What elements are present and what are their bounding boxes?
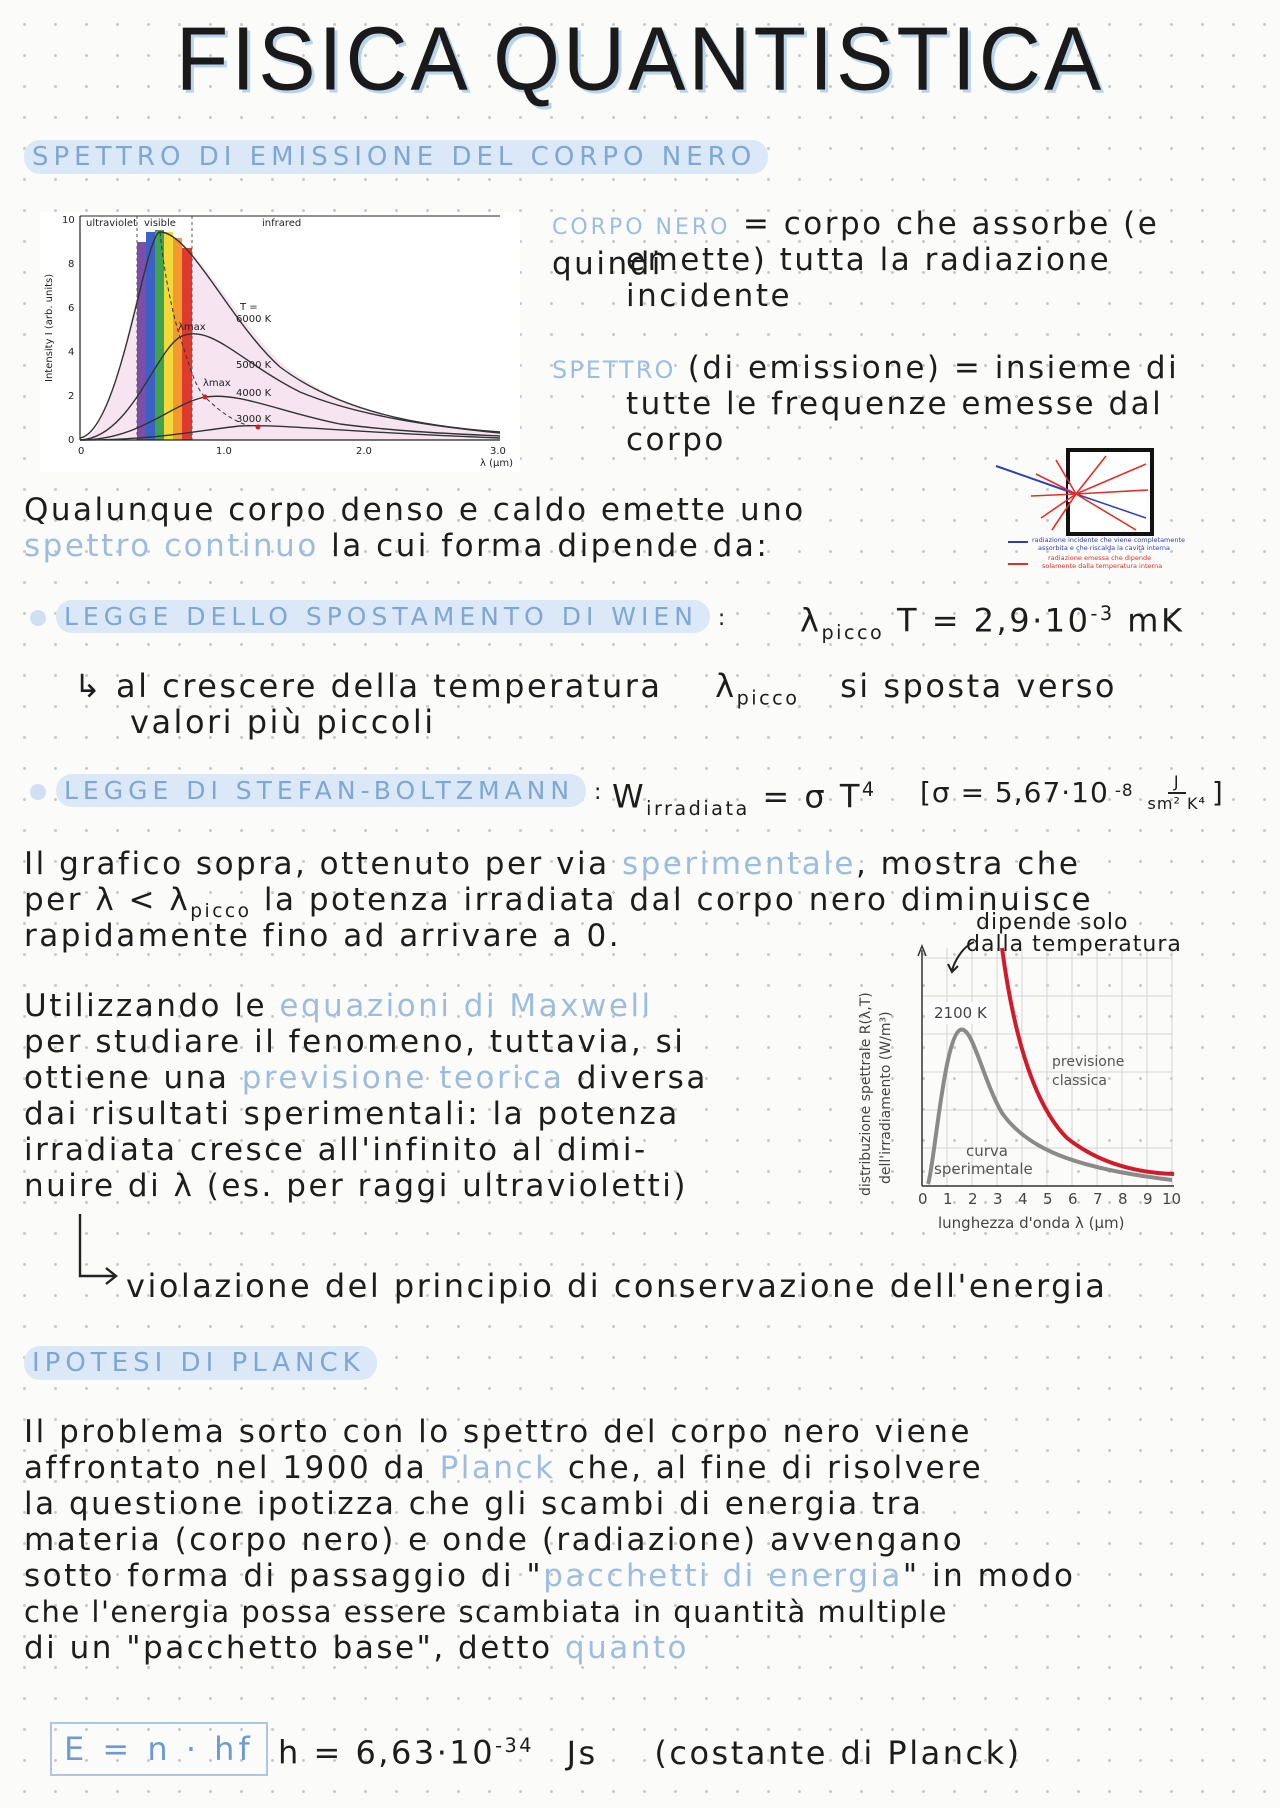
y-tick: 8 (68, 259, 75, 270)
stefan-const-exp: -8 (1114, 780, 1134, 800)
incident-ray (996, 466, 1076, 494)
planck-h-unit: Js (566, 1733, 598, 1772)
stefan-exp: 4 (861, 778, 877, 801)
chart2-classic-2: classica (1052, 1073, 1107, 1089)
maxwell-l3-hl: previsione teorica (241, 1060, 565, 1096)
planck-h-note: (costante di Planck) (654, 1733, 1022, 1772)
label-6000k: 6000 K (236, 314, 272, 325)
planck-l2b: che, al fine di risolvere (567, 1450, 984, 1486)
intro-line2 (24, 528, 769, 564)
maxwell-l3b: diversa (576, 1060, 708, 1096)
x-tick: 1.0 (216, 446, 232, 457)
wien-arrow-icon: ↳ (74, 667, 104, 705)
planck-l2-hl: Planck (439, 1450, 556, 1486)
bullet-wien (30, 610, 46, 626)
page-title: FISICA QUANTISTICA (175, 8, 1105, 110)
legend-red-text2: solamente dalla temperatura interna (1042, 562, 1163, 570)
stefan-const-num: J (1168, 772, 1186, 794)
def-corpo-nero-line3: incidente (626, 278, 793, 314)
def-corpo-nero-line1: = corpo che assorbe (e quindi (552, 206, 1160, 282)
planck-line4: materia (corpo nero) e onde (radiazione) avvengano (24, 1522, 965, 1558)
maxwell-line3 (24, 1060, 708, 1096)
stefan-const-close: ] (1211, 776, 1224, 809)
legend-red-text1: radiazione emessa che dipende (1048, 554, 1152, 562)
section-heading-label: SPETTRO DI EMISSIONE DEL CORPO NERO (24, 140, 768, 174)
uv-catastrophe-chart (852, 918, 1188, 1234)
wien-label: LEGGE DELLO SPOSTAMENTO DI WIEN (56, 600, 710, 633)
section-heading-planck-label: IPOTESI DI PLANCK (24, 1346, 377, 1380)
region-visible: visible (144, 218, 176, 229)
conclusion-arrow-icon (74, 1212, 122, 1288)
def-spettro-line2: tutte le frequenze emesse dal (626, 386, 1164, 422)
def-spettro (552, 350, 1272, 388)
planck-h: h = 6,63·10 (278, 1733, 496, 1772)
planck-line6: che l'energia possa essere scambiata in quantità multiple (24, 1595, 948, 1629)
chart2-x-label: lunghezza d'onda λ (µm) (938, 1214, 1125, 1232)
planck-l7a: di un "pacchetto base", detto (24, 1630, 553, 1666)
svg-text:4: 4 (1018, 1190, 1028, 1208)
planck-l5b: " in modo (902, 1558, 1076, 1594)
intro-line1: Qualunque corpo denso e caldo emette uno (24, 492, 806, 528)
maxwell-line6: nuire di λ (es. per raggi ultravioletti) (24, 1168, 688, 1204)
svg-text:9: 9 (1143, 1190, 1153, 1208)
chart2-y-label-2: dell'irradiamento (W/m³) (878, 1011, 894, 1184)
maxwell-line1 (24, 988, 653, 1024)
peak-dot-4000 (203, 395, 208, 400)
chart2-xticks (918, 1190, 1181, 1208)
def-spettro-term: SPETTRO (552, 356, 676, 384)
band-yellow (164, 232, 173, 440)
svg-text:8: 8 (1118, 1190, 1128, 1208)
planck-l2a: affrontato nel 1900 da (24, 1450, 428, 1486)
maxwell-l3a: ottiene una (24, 1060, 230, 1096)
y-tick: 0 (68, 435, 75, 446)
x-tick: 0 (78, 446, 85, 457)
label-lambda-max-1: λmax (178, 322, 206, 333)
x-tick: 2.0 (356, 446, 372, 457)
svg-text:5: 5 (1043, 1190, 1053, 1208)
planck-h-exp: -34 (495, 1734, 534, 1757)
stefan-w: W (612, 777, 647, 816)
y-tick: 6 (68, 303, 75, 314)
chart2-classic-1: previsione (1052, 1054, 1125, 1070)
peak-dot-3000 (256, 425, 261, 430)
intro-line2-rest: la cui forma dipende da: (331, 528, 770, 564)
planck-l5a: sotto forma di passaggio di " (24, 1558, 544, 1594)
label-3000k: 3000 K (236, 414, 272, 425)
stefan-const-prefix: [σ = 5,67·10 (920, 776, 1109, 809)
legend-blue-text1: radiazione incidente che viene completamente (1032, 536, 1186, 544)
wien-note-2: si sposta verso (840, 667, 1117, 705)
legend-blue-text2: assorbita e che riscalda la cavità interna (1038, 544, 1170, 552)
svg-text:1: 1 (943, 1190, 953, 1208)
svg-text:2: 2 (968, 1190, 978, 1208)
cavity-diagram (986, 444, 1216, 580)
graph-line2b: la potenza irradiata dal corpo nero diminuisce (263, 882, 1094, 918)
x-tick: 3.0 (490, 446, 506, 457)
wien-formula-rest: T = 2,9·10 (896, 601, 1091, 640)
band-green (155, 230, 164, 440)
stefan-w-sub: irradiata (646, 797, 750, 821)
planck-l7-hl: quanto (564, 1630, 690, 1666)
y-tick: 2 (68, 391, 75, 402)
graph-line1-hl: sperimentale (621, 846, 856, 882)
chart2-note-1: dipende solo (976, 910, 1129, 935)
label-lambda-max-2: λmax (203, 378, 231, 389)
wien-note-sub: picco (736, 686, 800, 710)
svg-text:10: 10 (1162, 1190, 1182, 1208)
graph-line1 (24, 846, 1081, 882)
band-red (182, 248, 192, 440)
wien-lambda: λ (800, 601, 822, 640)
wien-unit: mK (1127, 601, 1185, 640)
def-spettro-line1: (di emissione) = insieme di (687, 350, 1180, 386)
svg-text:6: 6 (1068, 1190, 1078, 1208)
graph-line2a: per λ < λ (24, 882, 191, 918)
stefan-constant (920, 772, 1224, 814)
graph-line1a: Il grafico sopra, ottenuto per via (24, 846, 610, 882)
y-tick: 4 (68, 347, 75, 358)
label-4000k: 4000 K (236, 388, 272, 399)
maxwell-l1a: Utilizzando le (24, 988, 268, 1024)
section-heading-spettro (24, 140, 768, 174)
stefan-label: LEGGE DI STEFAN-BOLTZMANN (56, 774, 586, 807)
chart1-y-label: Intensity I (arb. units) (44, 273, 55, 382)
planck-line1: Il problema sorto con lo spettro del corpo nero viene (24, 1414, 972, 1450)
svg-text:7: 7 (1093, 1190, 1103, 1208)
intro-highlight: spettro continuo (24, 528, 319, 564)
note-arrow-icon (944, 936, 980, 976)
bullet-stefan (30, 784, 46, 800)
graph-line3: rapidamente fino ad arrivare a 0. (24, 918, 622, 954)
planck-line7 (24, 1630, 689, 1666)
stefan-heading: LEGGE DI STEFAN-BOLTZMANN : (56, 774, 601, 807)
planck-line2 (24, 1450, 983, 1486)
wien-note-3: valori più piccoli (130, 703, 436, 741)
stefan-const-den: sm² K⁴ (1147, 794, 1206, 813)
def-corpo-nero-term: CORPO NERO (552, 215, 731, 240)
def-corpo-nero-line2: emette) tutta la radiazione (626, 242, 1112, 278)
chart2-note-2: dalla temperatura (966, 932, 1182, 957)
planck-line3: la questione ipotizza che gli scambi di energia tra (24, 1486, 924, 1522)
def-spettro-line3: corpo (626, 422, 726, 458)
planck-formula-box: E = n · hf (50, 1722, 268, 1776)
graph-line2-sub: picco (190, 901, 252, 923)
temp-prefix: T = (240, 302, 258, 313)
chart1-x-label: λ (μm) (480, 458, 514, 469)
stefan-formula (612, 772, 877, 827)
wien-note-1: al crescere della temperatura (115, 667, 663, 705)
svg-text:0: 0 (918, 1190, 928, 1208)
planck-h-value (278, 1728, 1022, 1771)
graph-line1b: , mostra che (855, 846, 1081, 882)
maxwell-line4: dai risultati sperimentali: la potenza (24, 1096, 680, 1132)
label-5000k: 5000 K (236, 360, 272, 371)
section-heading-planck (24, 1346, 377, 1380)
chart2-temp: 2100 K (934, 1004, 987, 1022)
blackbody-spectrum-chart (40, 212, 520, 472)
region-ultraviolet: ultraviolet (86, 218, 137, 229)
planck-l5-hl: pacchetti di energia (543, 1558, 903, 1594)
chart2-exp-1: curva (966, 1142, 1008, 1160)
chart2-y-label-1: distribuzione spettrale R(λ,T) (858, 992, 874, 1196)
stefan-const-fraction (1148, 772, 1206, 814)
wien-exp: -3 (1090, 602, 1115, 625)
planck-line5 (24, 1558, 1075, 1594)
wien-note-lambda: λ (715, 667, 737, 705)
svg-text:3: 3 (993, 1190, 1003, 1208)
y-tick: 10 (62, 215, 75, 226)
chart2-exp-2: sperimentale (934, 1160, 1033, 1178)
stefan-rest: = σ T (762, 777, 862, 816)
maxwell-line2: per studiare il fenomeno, tuttavia, si (24, 1024, 686, 1060)
maxwell-conclusion: violazione del principio di conservazione dell'energia (126, 1267, 1108, 1305)
wien-lambda-sub: picco (821, 621, 885, 645)
maxwell-l1-hl: equazioni di Maxwell (279, 988, 653, 1024)
wien-formula (800, 596, 1184, 651)
maxwell-line5: irradiata cresce all'infinito al dimi- (24, 1132, 648, 1168)
wien-heading: LEGGE DELLO SPOSTAMENTO DI WIEN : (56, 600, 725, 633)
region-infrared: infrared (262, 218, 302, 229)
